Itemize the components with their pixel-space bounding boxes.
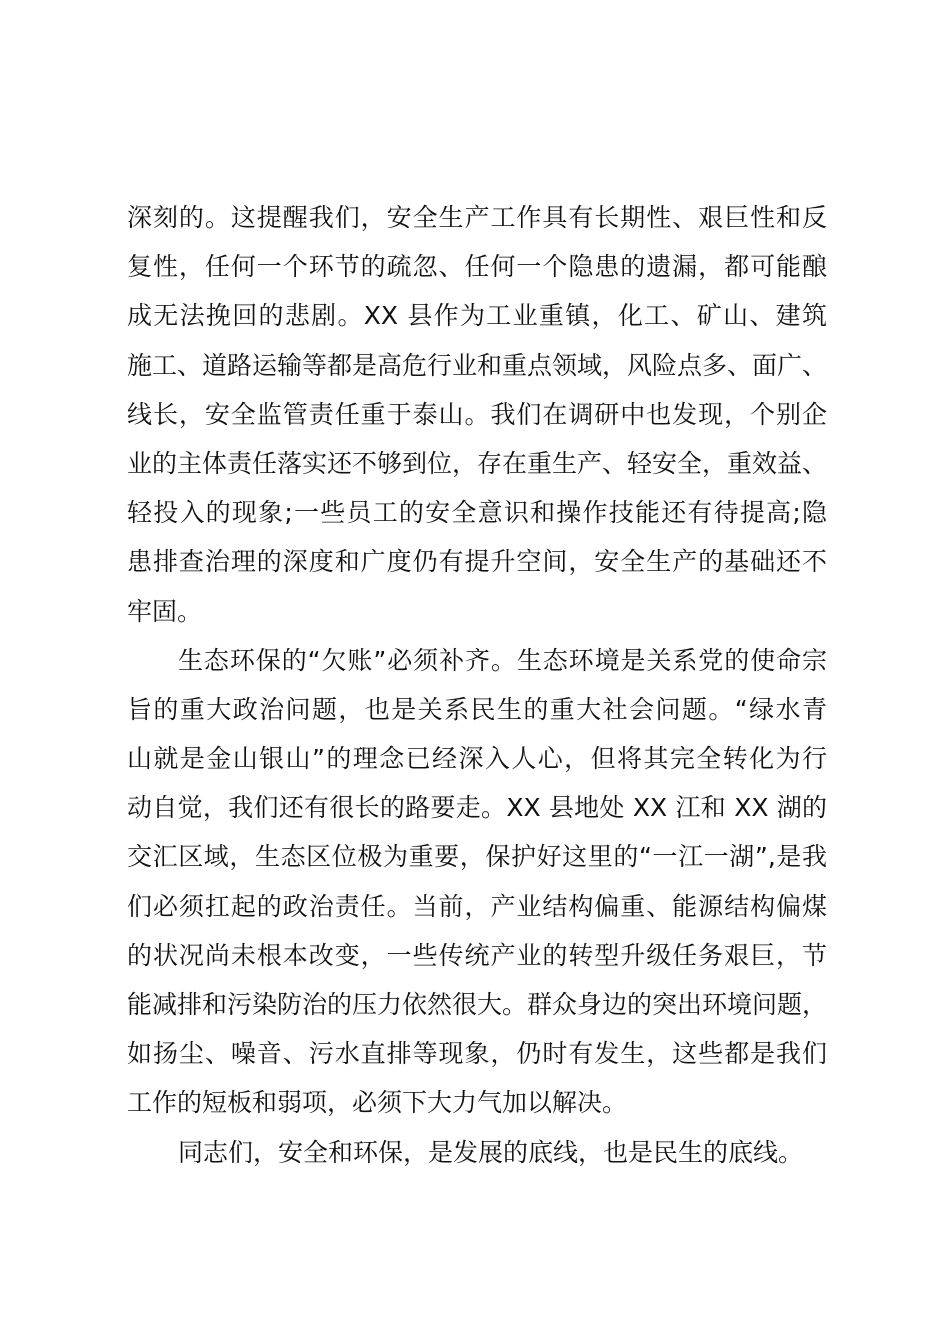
text-line: 施工、道路运输等都是高危行业和重点领域，风险点多、面广、 [127,350,828,380]
text-line: 旨的重大政治问题，也是关系民生的重大社会问题。“绿水青 [127,694,827,724]
paragraph-start-line: 同志们，安全和环保，是发展的底线，也是民生的底线。 [178,1137,804,1167]
text-line: 复性，任何一个环节的疏忽、任何一个隐患的遗漏，都可能酿 [127,252,827,282]
text-line: 成无法挽回的悲剧。XX 县作为工业重镇，化工、矿山、建筑 [127,301,827,331]
text-line: 山就是金山银山”的理念已经深入人心，但将其完全转化为行 [127,744,827,774]
text-line: 动自觉，我们还有很长的路要走。XX 县地处 XX 江和 XX 湖的 [127,793,827,823]
text-line: 的状况尚未根本改变，一些传统产业的转型升级任务艰巨，节 [127,940,827,970]
text-line: 能减排和污染防治的压力依然很大。群众身边的突出环境问题， [127,990,828,1019]
text-line: 深刻的。这提醒我们，安全生产工作具有长期性、艰巨性和反 [127,203,827,232]
body-text [127,193,827,1177]
text-line: 交汇区域，生态区位极为重要，保护好这里的“一江一湖”,是我 [127,842,827,872]
text-line: 如扬尘、噪音、污水直排等现象，仍时有发生，这些都是我们 [127,1039,827,1069]
text-line: 患排查治理的深度和广度仍有提升空间，安全生产的基础还不 [127,547,827,577]
text-line: 轻投入的现象;一些员工的安全意识和操作技能还有待提高;隐 [127,498,827,528]
text-line: 工作的短板和弱项，必须下大力气加以解决。 [127,1088,628,1118]
text-line: 业的主体责任落实还不够到位，存在重生产、轻安全，重效益、 [127,448,828,478]
text-line: 牢固。 [127,596,203,626]
text-line: 线长，安全监管责任重于泰山。我们在调研中也发现，个别企 [127,399,827,429]
text-line: 们必须扛起的政治责任。当前，产业结构偏重、能源结构偏煤 [127,891,827,921]
paragraph-start-line: 生态环保的“欠账”必须补齐。生态环境是关系党的使命宗 [178,645,827,675]
